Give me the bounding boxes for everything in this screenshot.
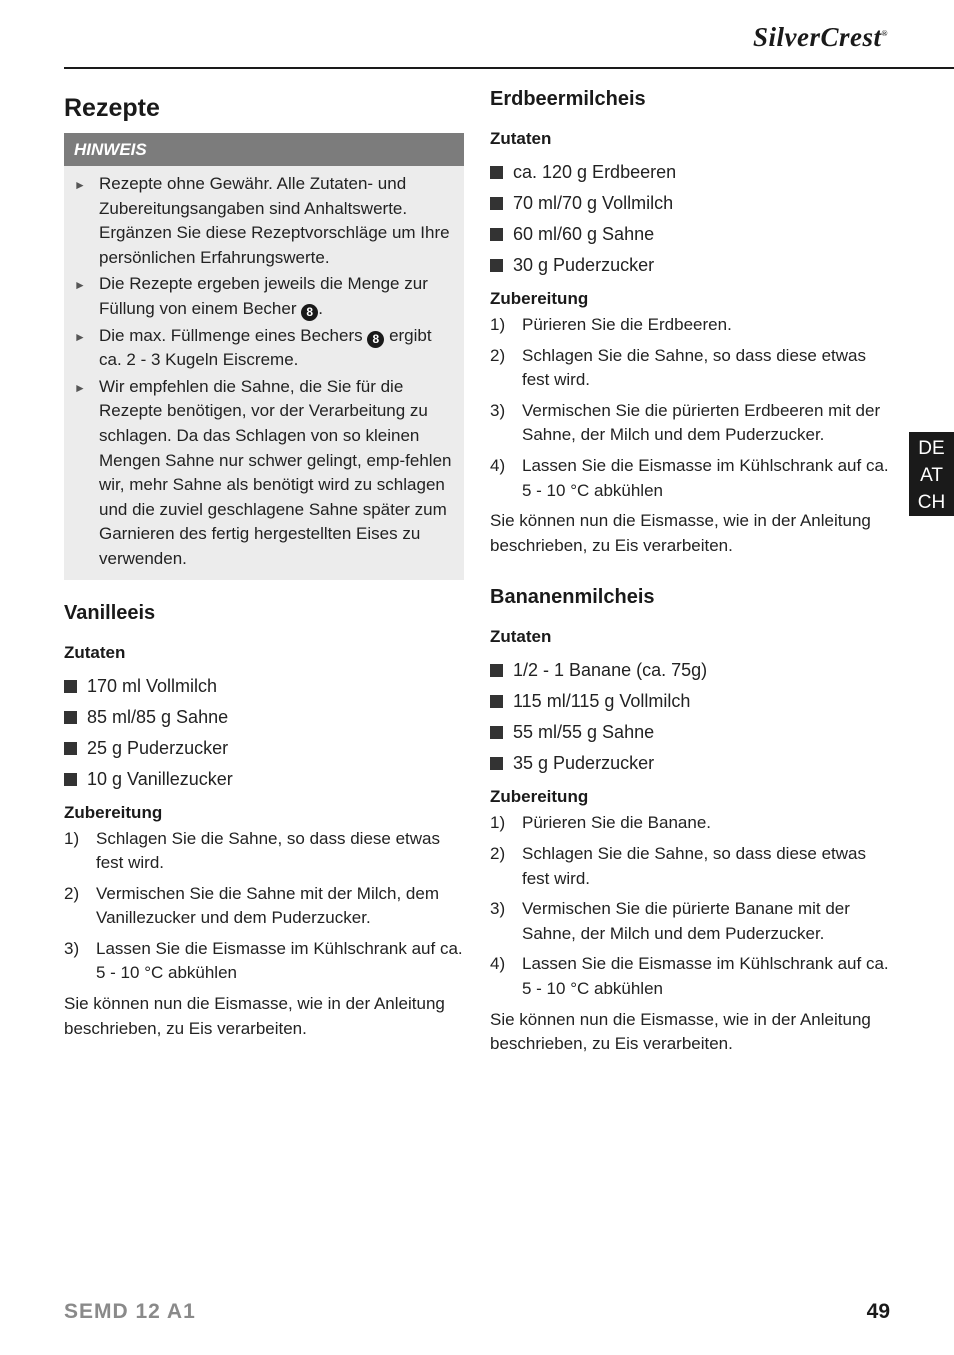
square-bullet-icon xyxy=(64,742,77,755)
square-bullet-icon xyxy=(64,680,77,693)
step-text: Pürieren Sie die Banane. xyxy=(522,813,712,833)
recipe-title: Erdbeermilcheis xyxy=(490,88,646,110)
step-text: Lassen Sie die Eismasse im Kühlschrank auf ca. 5 - 10 °C abkühlen xyxy=(522,455,889,500)
step-item xyxy=(490,399,890,448)
square-bullet-icon xyxy=(490,726,503,739)
list-item xyxy=(64,702,464,733)
steps-heading: Zubereitung xyxy=(64,802,163,822)
ingredient-text: 115 ml/115 g Vollmilch xyxy=(513,691,691,712)
arrow-right-icon: ► xyxy=(74,329,86,344)
ingredient-text: 35 g Puderzucker xyxy=(513,753,655,774)
recipe-banane xyxy=(490,586,890,1056)
step-number: 2) xyxy=(490,345,506,365)
list-item xyxy=(490,157,890,188)
list-item xyxy=(490,188,890,219)
step-number: 4) xyxy=(490,954,506,974)
recipe-vanille xyxy=(64,602,464,1042)
square-bullet-icon xyxy=(490,228,503,241)
ingredient-text: 55 ml/55 g Sahne xyxy=(513,722,655,743)
step-number: 3) xyxy=(64,938,80,958)
step-text: Vermischen Sie die Sahne mit der Milch, dem Vanillezucker und dem Puderzucker. xyxy=(96,883,439,928)
recipe-title: Vanilleeis xyxy=(64,601,156,624)
ingredients-list xyxy=(64,671,464,795)
square-bullet-icon xyxy=(490,757,503,770)
registered-mark: ® xyxy=(881,29,888,38)
note-text-part: . xyxy=(318,298,323,318)
ingredient-text: 10 g Vanillezucker xyxy=(87,768,233,789)
list-item xyxy=(64,671,464,702)
list-item xyxy=(490,686,890,717)
brand-name: SilverCrest xyxy=(753,22,882,52)
ingredients-list xyxy=(490,157,890,281)
step-text: Vermischen Sie die pürierten Erdbeeren mit der Sahne, der Milch und dem Puderzucker. xyxy=(522,400,881,445)
step-item xyxy=(64,827,464,876)
step-item xyxy=(490,897,890,946)
step-item xyxy=(490,811,890,836)
square-bullet-icon xyxy=(64,711,77,724)
header-rule xyxy=(64,67,954,69)
page-number: 49 xyxy=(866,1300,890,1323)
step-text: Lassen Sie die Eismasse im Kühlschrank auf ca. 5 - 10 °C abkühlen xyxy=(96,938,463,983)
ingredient-text: 85 ml/85 g Sahne xyxy=(87,706,229,727)
recipe-erdbeer xyxy=(490,88,890,558)
language-code: AT xyxy=(920,465,943,486)
square-bullet-icon xyxy=(490,259,503,272)
note-text xyxy=(99,324,454,373)
step-text: Schlagen Sie die Sahne, so dass diese etwas fest wird. xyxy=(522,843,867,888)
hinweis-note xyxy=(74,375,454,572)
step-item xyxy=(64,937,464,986)
arrow-right-icon: ► xyxy=(74,278,86,293)
step-number: 4) xyxy=(490,455,506,475)
step-number: 1) xyxy=(490,315,506,334)
step-text: Lassen Sie die Eismasse im Kühlschrank auf ca. 5 - 10 °C abkühlen xyxy=(522,954,889,998)
step-text: Schlagen Sie die Sahne, so dass diese etwas fest wird. xyxy=(522,345,867,390)
square-bullet-icon xyxy=(64,773,77,786)
hinweis-box xyxy=(64,133,464,580)
list-item xyxy=(64,733,464,764)
steps-list xyxy=(490,313,890,503)
square-bullet-icon xyxy=(490,166,503,179)
ingredients-list xyxy=(490,655,890,779)
step-number: 1) xyxy=(64,828,80,848)
hinweis-title: HINWEIS xyxy=(64,133,464,166)
ingredient-text: 25 g Puderzucker xyxy=(87,737,229,758)
hinweis-body xyxy=(64,166,464,580)
list-item xyxy=(490,748,890,779)
hinweis-note xyxy=(74,324,454,373)
ingredient-text: 60 ml/60 g Sahne xyxy=(513,224,655,244)
step-item xyxy=(64,882,464,931)
list-item xyxy=(64,764,464,795)
ingredients-heading: Zutaten xyxy=(490,129,552,148)
part-number-badge: 8 xyxy=(301,304,318,321)
steps-list xyxy=(490,811,890,1001)
square-bullet-icon xyxy=(490,695,503,708)
note-text-part: Die max. Füllmenge eines Bechers xyxy=(99,325,368,345)
part-number-badge: 8 xyxy=(367,331,384,348)
step-number: 2) xyxy=(490,843,506,863)
step-item xyxy=(490,952,890,1001)
language-code: CH xyxy=(917,492,946,513)
ingredients-heading: Zutaten xyxy=(64,642,126,662)
right-column xyxy=(490,88,890,1057)
ingredient-text: 30 g Puderzucker xyxy=(513,255,655,275)
page-title: Rezepte xyxy=(64,94,160,122)
steps-heading: Zubereitung xyxy=(490,289,589,308)
closing-text: Sie können nun die Eismasse, wie in der Anleitung beschrieben, zu Eis verarbeiten. xyxy=(490,511,871,555)
closing-text: Sie können nun die Eismasse, wie in der Anleitung beschrieben, zu Eis verarbeiten. xyxy=(490,1009,871,1054)
hinweis-note xyxy=(74,272,454,321)
list-item xyxy=(490,717,890,748)
step-text: Pürieren Sie die Erdbeeren. xyxy=(522,315,732,334)
language-code: DE xyxy=(918,438,945,459)
ingredient-text: 1/2 - 1 Banane (ca. 75g) xyxy=(513,660,708,681)
hinweis-note xyxy=(74,172,454,270)
arrow-right-icon: ► xyxy=(74,178,86,192)
note-text: Rezepte ohne Gewähr. Alle Zutaten- und Zubereitungsangaben sind Anhaltswerte. Ergänzen Sie diese Rezeptvorschläge um Ihre persönlichen Erfahrungswerte. xyxy=(99,174,450,267)
arrow-right-icon: ► xyxy=(74,380,86,395)
step-number: 1) xyxy=(490,813,506,833)
ingredient-text: 70 ml/70 g Vollmilch xyxy=(513,193,674,213)
list-item xyxy=(490,219,890,250)
list-item xyxy=(490,250,890,281)
brand-logo xyxy=(753,22,888,53)
recipe-title: Bananenmilcheis xyxy=(490,586,655,609)
ingredients-heading: Zutaten xyxy=(490,627,552,647)
step-text: Schlagen Sie die Sahne, so dass diese etwas fest wird. xyxy=(96,828,441,873)
language-tab xyxy=(909,432,954,516)
square-bullet-icon xyxy=(490,197,503,210)
footer-model: SEMD 12 A1 xyxy=(64,1300,196,1323)
step-number: 3) xyxy=(490,899,506,919)
step-number: 3) xyxy=(490,400,506,420)
step-item xyxy=(490,842,890,891)
note-text-part: ergibt ca. 2 - 3 Kugeln Eiscreme. xyxy=(99,325,432,370)
note-text: Wir empfehlen die Sahne, die Sie für die Rezepte benötigen, vor der Verarbeitung zu schlagen. Da das Schlagen von so kleinen Mengen Sahne nur schwer gelingt, emp-fehlen wir, mehr Sahne als benötigt wird zu schlagen und die zuviel geschlagene Sahne später zum Garnieren des fertig hergestellten Eises zu verwenden. xyxy=(99,376,452,568)
square-bullet-icon xyxy=(490,664,503,677)
ingredient-text: ca. 120 g Erdbeeren xyxy=(513,162,677,182)
step-number: 2) xyxy=(64,883,80,903)
step-item xyxy=(490,344,890,393)
note-text-part: Die Rezepte ergeben jeweils die Menge zur Füllung von einem Becher xyxy=(99,274,428,318)
closing-text: Sie können nun die Eismasse, wie in der Anleitung beschrieben, zu Eis verarbeiten. xyxy=(64,994,445,1038)
steps-heading: Zubereitung xyxy=(490,787,589,807)
ingredient-text: 170 ml Vollmilch xyxy=(87,675,218,696)
note-text xyxy=(99,272,454,321)
step-item xyxy=(490,454,890,503)
left-column xyxy=(64,88,464,1041)
step-item xyxy=(490,313,890,338)
step-text: Vermischen Sie die pürierte Banane mit der Sahne, der Milch und dem Puderzucker. xyxy=(522,899,850,943)
list-item xyxy=(490,655,890,686)
steps-list xyxy=(64,827,464,987)
